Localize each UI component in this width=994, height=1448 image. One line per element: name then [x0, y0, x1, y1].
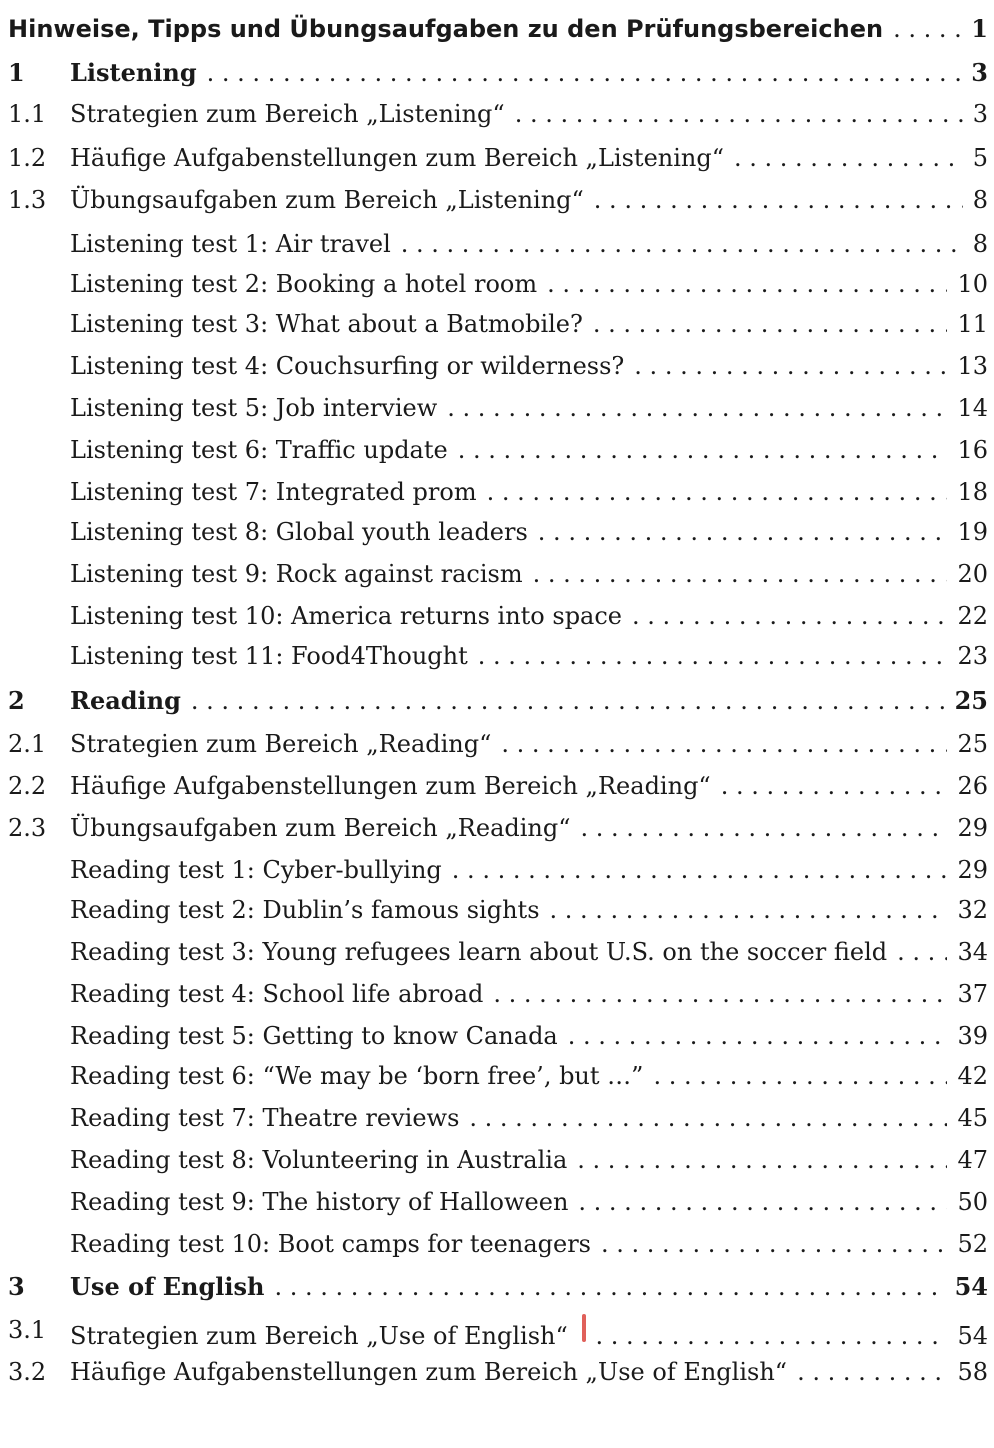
toc-entry[interactable]: [0, 352, 994, 392]
toc-entry[interactable]: [0, 980, 994, 1020]
dot-leader: [734, 144, 963, 172]
dot-leader: [401, 230, 963, 258]
toc-entry-number: 2.3: [8, 814, 47, 842]
toc-entry[interactable]: [0, 518, 994, 558]
toc-entry-title: Strategien zum Bereich „Reading“: [70, 730, 492, 758]
toc-entry-page-number: 13: [957, 352, 988, 380]
toc-entry-number: 1.1: [8, 100, 47, 128]
dot-leader: [207, 59, 962, 87]
dot-leader: [797, 1358, 947, 1386]
toc-entry-number: 1.2: [8, 144, 47, 172]
dot-leader: [274, 1273, 944, 1301]
dot-leader: [653, 1062, 947, 1090]
toc-entry-page-number: 58: [957, 1358, 988, 1386]
toc-entry-title: Listening test 5: Job interview: [70, 394, 438, 422]
toc-entry-title: Häufige Aufgabenstellungen zum Bereich „Use of English“: [70, 1358, 788, 1386]
toc-entry[interactable]: [0, 310, 994, 350]
dot-leader: [568, 1022, 948, 1050]
toc-entry[interactable]: [0, 394, 994, 434]
toc-entry[interactable]: [0, 1272, 994, 1312]
dot-leader: [191, 687, 945, 715]
play-video-icon[interactable]: [582, 1314, 586, 1342]
toc-entry-page-number: 25: [954, 686, 988, 715]
toc-entry-number: 2.1: [8, 730, 47, 758]
toc-entry-title: Reading test 7: Theatre reviews: [70, 1104, 460, 1132]
toc-entry-title: Reading test 10: Boot camps for teenagers: [70, 1230, 591, 1258]
toc-entry-title: Listening test 10: America returns into space: [70, 602, 623, 630]
toc-entry[interactable]: [0, 686, 994, 726]
toc-entry-page-number: 23: [957, 642, 988, 670]
toc-entry[interactable]: [0, 478, 994, 518]
dot-leader: [458, 436, 948, 464]
toc-entry-page-number: 20: [957, 560, 988, 588]
dot-leader: [447, 394, 947, 422]
toc-entry-page-number: 26: [957, 772, 988, 800]
toc-entry-page-number: 39: [957, 1022, 988, 1050]
dot-leader: [533, 560, 948, 588]
toc-entry-title: Reading test 1: Cyber-bullying: [70, 856, 442, 884]
toc-entry[interactable]: [0, 436, 994, 476]
dot-leader: [594, 186, 963, 214]
toc-entry[interactable]: [0, 602, 994, 642]
toc-entry[interactable]: [0, 58, 994, 98]
toc-entry-title: Reading: [70, 686, 181, 715]
toc-entry-title: Reading test 9: The history of Halloween: [70, 1188, 569, 1216]
toc-entry-page-number: 18: [957, 478, 988, 506]
toc-entry[interactable]: [0, 1022, 994, 1062]
toc-entry-page-number: 32: [957, 896, 988, 924]
toc-entry[interactable]: [0, 642, 994, 682]
toc-entry-page-number: 8: [972, 186, 988, 214]
toc-entry-title: Listening test 7: Integrated prom: [70, 478, 477, 506]
dot-leader: [897, 938, 947, 966]
toc-entry[interactable]: [0, 1316, 994, 1356]
toc-entry-title: Häufige Aufgabenstellungen zum Bereich „Listening“: [70, 144, 724, 172]
toc-entry[interactable]: [0, 560, 994, 600]
toc-entry[interactable]: [0, 938, 994, 978]
toc-entry[interactable]: [0, 856, 994, 896]
toc-entry-page-number: 45: [957, 1104, 988, 1132]
toc-entry-page-number: 37: [957, 980, 988, 1008]
toc-entry-page-number: 14: [957, 394, 988, 422]
toc-entry[interactable]: [0, 814, 994, 854]
toc-entry-number: 1: [8, 58, 25, 87]
dot-leader: [634, 352, 947, 380]
dot-leader: [493, 980, 947, 1008]
toc-entry-title: Häufige Aufgabenstellungen zum Bereich „Reading“: [70, 772, 711, 800]
toc-entry-page-number: 3: [972, 100, 988, 128]
toc-entry-page-number: 47: [957, 1146, 988, 1174]
toc-entry-title: Listening test 11: Food4Thought: [70, 642, 468, 670]
dot-leader: [601, 1230, 947, 1258]
toc-entry-title: Listening: [70, 58, 197, 87]
toc-entry-page-number: 29: [957, 856, 988, 884]
toc-entry-page-number: 1: [971, 14, 988, 43]
toc-entry-title: Reading test 3: Young refugees learn about U.S. on the soccer field: [70, 938, 888, 966]
dot-leader: [893, 15, 961, 43]
toc-entry[interactable]: [0, 230, 994, 270]
toc-entry-title: Reading test 8: Volunteering in Australia: [70, 1146, 568, 1174]
toc-entry-page-number: 8: [972, 230, 988, 258]
toc-entry-page-number: 10: [957, 270, 988, 298]
toc-entry-title: Listening test 1: Air travel: [70, 230, 391, 258]
toc-entry-title: Reading test 5: Getting to know Canada: [70, 1022, 558, 1050]
toc-entry[interactable]: [0, 1104, 994, 1144]
toc-entry-number: 2.2: [8, 772, 47, 800]
toc-entry-title: Listening test 2: Booking a hotel room: [70, 270, 538, 298]
toc-entry-title: Übungsaufgaben zum Bereich „Reading“: [70, 814, 571, 842]
toc-entry[interactable]: [0, 730, 994, 770]
dot-leader: [538, 518, 948, 546]
toc-entry-title: Hinweise, Tipps und Übungsaufgaben zu den Prüfungsbereichen: [8, 15, 884, 43]
toc-entry-number: 1.3: [8, 186, 47, 214]
dot-leader: [632, 602, 947, 630]
dot-leader: [550, 896, 948, 924]
dot-leader: [487, 478, 948, 506]
toc-entry-title: Strategien zum Bereich „Listening“: [70, 100, 505, 128]
toc-entry-page-number: 54: [954, 1272, 988, 1301]
dot-leader: [721, 772, 948, 800]
dot-leader: [478, 642, 948, 670]
toc-entry-page-number: 52: [957, 1230, 988, 1258]
toc-entry-title: Use of English: [70, 1272, 265, 1301]
toc-entry-page-number: 34: [957, 938, 988, 966]
toc-entry-page-number: 50: [957, 1188, 988, 1216]
toc-entry-title: Listening test 4: Couchsurfing or wilderness?: [70, 352, 625, 380]
toc-entry-page-number: 5: [972, 144, 988, 172]
toc-entry-page-number: 29: [957, 814, 988, 842]
toc-entry-number: 3: [8, 1272, 25, 1301]
dot-leader: [593, 310, 948, 338]
dot-leader: [452, 856, 948, 884]
dot-leader: [578, 1188, 947, 1216]
toc-entry-title: Listening test 9: Rock against racism: [70, 560, 523, 588]
toc-entry-title: Listening test 6: Traffic update: [70, 436, 448, 464]
toc-entry-title: Übungsaufgaben zum Bereich „Listening“: [70, 186, 584, 214]
toc-entry-title: Strategien zum Bereich „Use of English“: [70, 1322, 568, 1350]
toc-entry[interactable]: [0, 1358, 994, 1398]
toc-entry-page-number: 22: [957, 602, 988, 630]
toc-entry-page-number: 19: [957, 518, 988, 546]
toc-entry-title: Listening test 8: Global youth leaders: [70, 518, 528, 546]
toc-entry[interactable]: [0, 1230, 994, 1270]
dot-leader: [547, 270, 947, 298]
toc-entry-page-number: 25: [957, 730, 988, 758]
toc-entry-page-number: 42: [957, 1062, 988, 1090]
toc-entry[interactable]: [0, 772, 994, 812]
toc-entry-page-number: 11: [957, 310, 988, 338]
dot-leader: [596, 1322, 948, 1350]
toc-entry[interactable]: [0, 1146, 994, 1186]
toc-entry-title: Listening test 3: What about a Batmobile?: [70, 310, 583, 338]
toc-entry[interactable]: [0, 270, 994, 310]
dot-leader: [469, 1104, 947, 1132]
toc-entry-number: 3.1: [8, 1316, 47, 1344]
toc-entry-page-number: 3: [971, 58, 988, 87]
dot-leader: [515, 100, 963, 128]
toc-entry[interactable]: [0, 896, 994, 936]
toc-entry[interactable]: [0, 100, 994, 140]
toc-entry[interactable]: [0, 186, 994, 226]
toc-entry-number: 3.2: [8, 1358, 47, 1386]
dot-leader: [581, 814, 948, 842]
dot-leader: [577, 1146, 947, 1174]
toc-entry[interactable]: [0, 1062, 994, 1102]
toc-entry-number: 2: [8, 686, 25, 715]
dot-leader: [501, 730, 947, 758]
toc-entry[interactable]: [0, 14, 994, 54]
toc-entry[interactable]: [0, 144, 994, 184]
toc-entry-page-number: 54: [957, 1322, 988, 1350]
toc-entry-title: Reading test 6: “We may be ‘born free’, but …”: [70, 1062, 644, 1090]
toc-entry[interactable]: [0, 1188, 994, 1228]
toc-entry-title: Reading test 4: School life abroad: [70, 980, 484, 1008]
toc-entry-page-number: 16: [957, 436, 988, 464]
toc-entry-title: Reading test 2: Dublin’s famous sights: [70, 896, 540, 924]
